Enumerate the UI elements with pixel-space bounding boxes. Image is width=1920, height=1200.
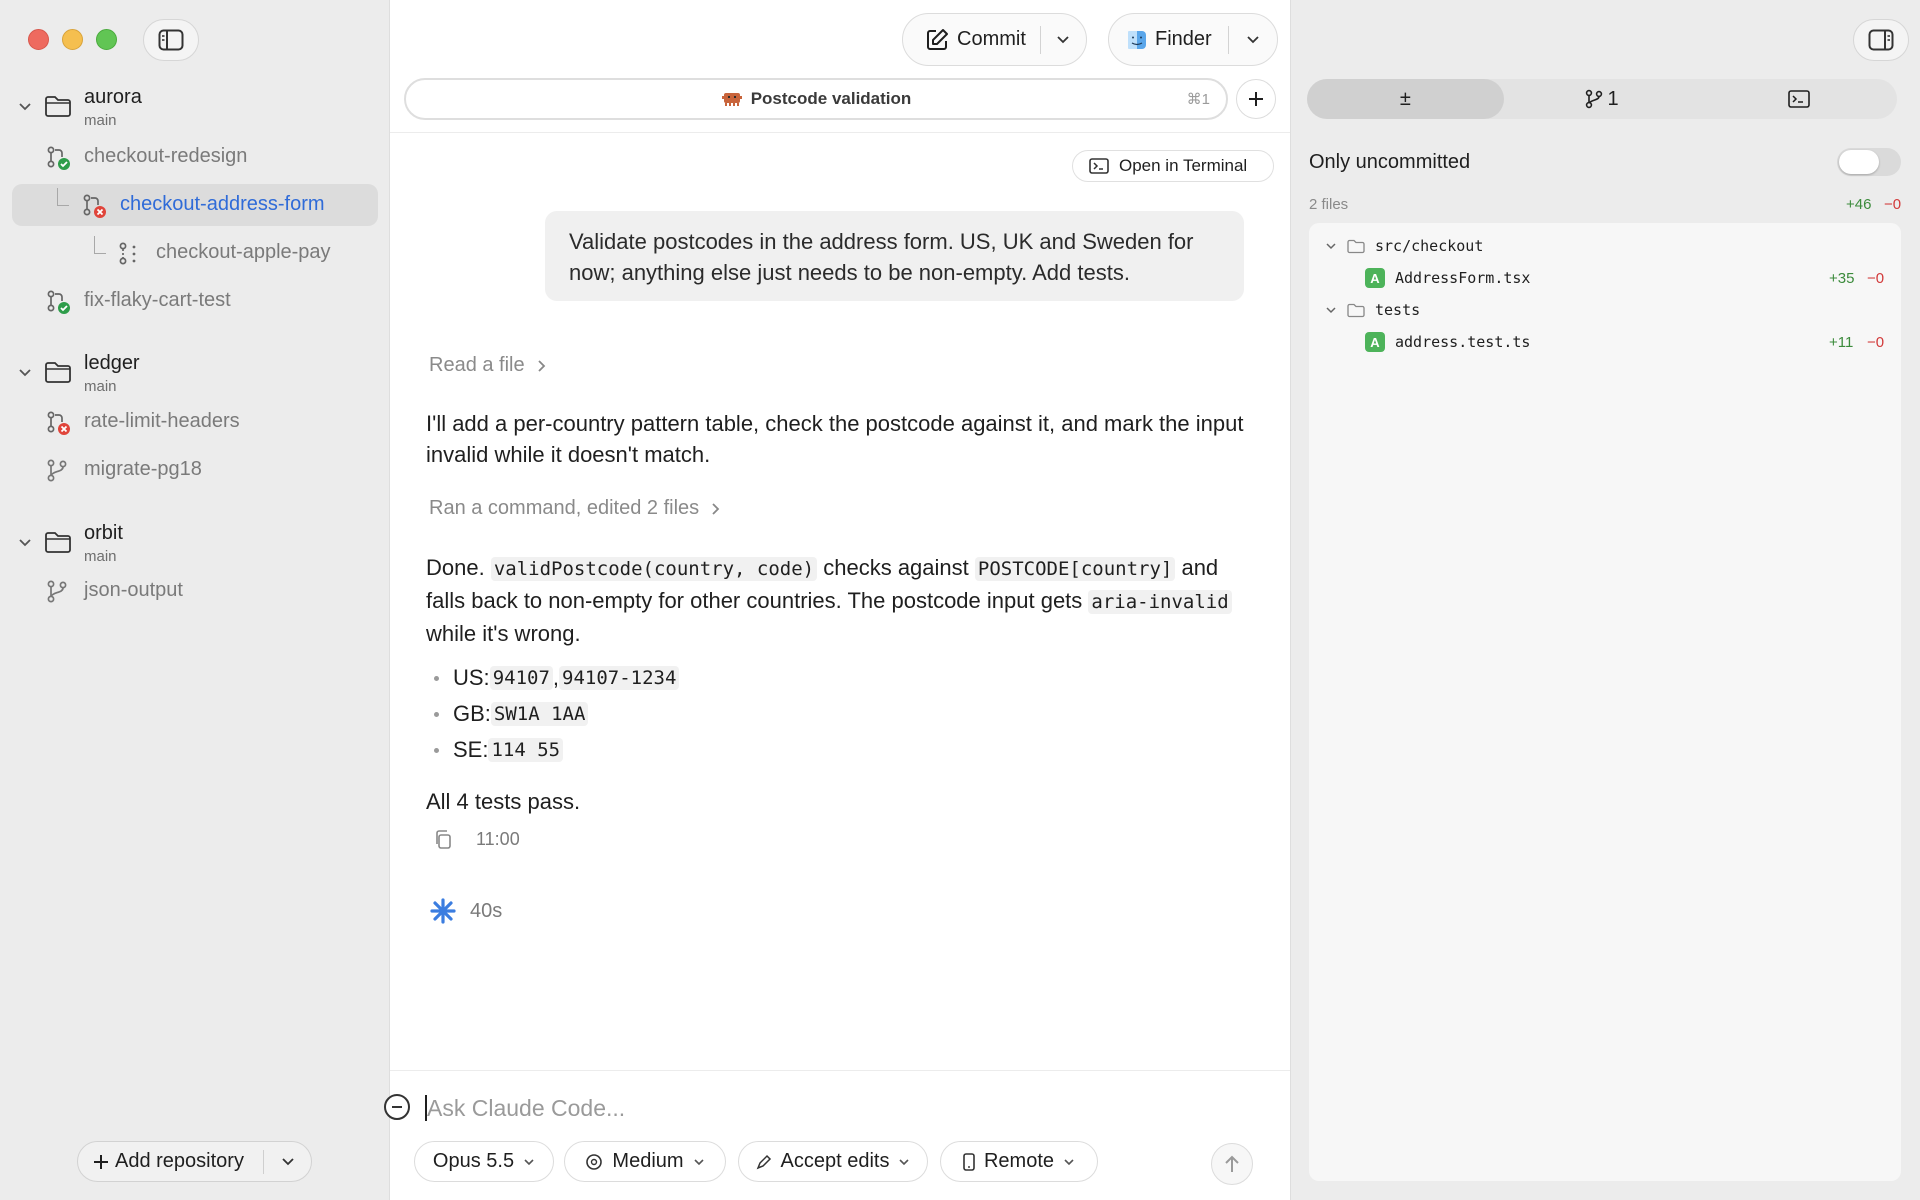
chevron-down-icon[interactable] <box>18 368 32 378</box>
repo-name: orbit <box>84 522 123 544</box>
sidebar-item-fix-flaky-cart-test[interactable] <box>12 280 378 322</box>
sidebar-item-label: checkout-address-form <box>120 193 325 215</box>
tool-step-label: Ran a command, edited 2 files <box>429 497 700 519</box>
branch-icon <box>46 579 70 605</box>
chevron-down-icon <box>1246 35 1260 45</box>
message-time: 11:00 <box>476 829 520 849</box>
commit-group <box>902 13 1087 66</box>
file-deletions: −0 <box>1867 333 1885 351</box>
repo-branch: main <box>84 548 117 565</box>
terminal-icon <box>1089 158 1109 174</box>
folder-name: tests <box>1375 301 1421 319</box>
finder-icon <box>1127 30 1147 50</box>
branch-draft-icon <box>118 241 140 267</box>
tree-connector <box>94 236 106 254</box>
chevron-down-icon <box>281 1157 295 1167</box>
pull-request-ok-icon <box>46 145 72 171</box>
file-tree <box>1309 223 1901 1181</box>
right-sidebar-icon <box>1868 29 1894 51</box>
branch-icon <box>46 458 70 484</box>
sidebar-item-label: fix-flaky-cart-test <box>84 289 231 311</box>
tab-terminal[interactable] <box>1700 79 1897 119</box>
elapsed-time: 40s <box>470 899 503 922</box>
prompt-mode-icon[interactable] <box>384 1094 410 1120</box>
text-run: checks against <box>817 555 975 580</box>
text-run: and falls back to non-empty for other countries. The postcode input gets <box>426 555 1219 613</box>
tab-diff[interactable] <box>1307 79 1504 119</box>
minimize-window-button[interactable] <box>62 29 83 50</box>
session-title: Postcode validation <box>750 89 912 108</box>
claude-mascot-icon <box>721 91 743 107</box>
toggle-knob <box>1839 150 1879 174</box>
added-badge: A <box>1365 332 1385 352</box>
sidebar-toggle-button[interactable] <box>143 19 199 61</box>
plus-icon <box>93 1154 109 1170</box>
chevron-down-icon <box>1056 35 1070 45</box>
sidebar-item-label: rate-limit-headers <box>84 410 240 432</box>
sidebar-item-label: migrate-pg18 <box>84 458 202 480</box>
repo-aurora[interactable] <box>0 82 390 132</box>
text-run: while it's wrong. <box>426 621 581 646</box>
chevron-down-icon <box>1325 306 1337 314</box>
inline-code: 114 55 <box>488 738 563 762</box>
finder-dropdown[interactable] <box>1229 14 1277 65</box>
file-name: address.test.ts <box>1395 333 1531 351</box>
chevron-right-icon <box>711 502 721 516</box>
text-caret <box>425 1095 427 1121</box>
close-window-button[interactable] <box>28 29 49 50</box>
repo-branch: main <box>84 378 117 395</box>
spinner-asterisk-icon <box>430 898 456 924</box>
open-in-terminal-button[interactable] <box>1072 150 1274 182</box>
chevron-down-icon[interactable] <box>18 102 32 112</box>
commit-dropdown[interactable] <box>1041 14 1086 65</box>
tab-branches[interactable] <box>1504 79 1701 119</box>
tab-shortcut: ⌘1 <box>1186 91 1210 108</box>
inline-code: SW1A 1AA <box>491 702 589 726</box>
sidebar-item-label: json-output <box>84 579 183 601</box>
added-badge: A <box>1365 268 1385 288</box>
file-deletions: −0 <box>1867 269 1885 287</box>
working-indicator <box>430 898 502 924</box>
new-session-button[interactable] <box>1236 79 1276 119</box>
folder-row-src-checkout[interactable] <box>1309 231 1901 261</box>
folder-icon <box>1347 239 1365 254</box>
chevron-down-icon <box>523 1158 535 1166</box>
terminal-icon <box>1788 90 1810 108</box>
assistant-summary: All 4 tests pass. <box>426 789 581 814</box>
add-repository-dropdown[interactable] <box>264 1142 311 1181</box>
tree-connector <box>57 188 69 206</box>
right-panel-toggle-button[interactable] <box>1853 19 1909 61</box>
repo-name: ledger <box>84 352 140 374</box>
tool-step-command-edits[interactable] <box>429 497 721 520</box>
commit-label: Commit <box>957 28 1026 50</box>
tool-step-read-file[interactable] <box>429 354 547 377</box>
copy-icon[interactable] <box>434 830 452 850</box>
sidebar-item-label: checkout-apple-pay <box>156 241 331 263</box>
changes-panel <box>1290 0 1920 1200</box>
file-additions: +35 <box>1829 269 1855 287</box>
folder-icon <box>44 94 72 118</box>
send-button[interactable] <box>1211 1143 1253 1185</box>
effort-label: Medium <box>612 1150 684 1172</box>
pull-request-error-icon <box>46 410 72 436</box>
finder-button[interactable] <box>1109 14 1228 65</box>
sidebar-item-checkout-redesign[interactable] <box>12 136 378 178</box>
user-message: Validate postcodes in the address form. US, UK and Sweden for now; anything else just needs to be non-empty. Add tests. <box>545 211 1244 301</box>
branch-icon <box>1585 89 1603 109</box>
sidebar <box>0 0 390 1200</box>
list-item <box>434 701 588 727</box>
bullet-label: GB: <box>453 701 491 726</box>
bullet-dot <box>434 748 439 753</box>
pull-request-ok-icon <box>46 289 72 315</box>
panel-tabs <box>1307 79 1897 119</box>
add-repository-group <box>77 1141 312 1182</box>
sidebar-item-migrate-pg18[interactable] <box>12 449 378 491</box>
repo-name: aurora <box>84 86 142 108</box>
model-label: Opus 5.5 <box>432 1150 515 1172</box>
plus-icon <box>1247 90 1265 108</box>
file-row-address-test[interactable] <box>1309 327 1901 357</box>
list-item <box>434 665 679 691</box>
edit-mode-label: Accept edits <box>780 1150 890 1172</box>
chevron-down-icon <box>898 1158 910 1166</box>
only-uncommitted-label: Only uncommitted <box>1309 151 1471 173</box>
arrow-up-icon <box>1223 1154 1241 1174</box>
inline-code: POSTCODE[country] <box>975 557 1175 581</box>
pencil-icon <box>756 1154 772 1170</box>
chevron-down-icon[interactable] <box>18 538 32 548</box>
sidebar-item-rate-limit-headers[interactable] <box>12 401 378 443</box>
tool-step-label: Read a file <box>429 354 525 376</box>
bullet-label: US: <box>453 665 490 690</box>
inline-code: validPostcode(country, code) <box>491 557 817 581</box>
prompt-input[interactable] <box>424 1088 1224 1128</box>
file-row-addressform[interactable] <box>1309 263 1901 293</box>
add-repository-label: Add repository <box>115 1150 244 1172</box>
compose-icon <box>925 28 949 52</box>
zoom-window-button[interactable] <box>96 29 117 50</box>
chevron-down-icon <box>1325 242 1337 250</box>
repo-orbit[interactable] <box>0 518 390 568</box>
chevron-down-icon <box>693 1158 705 1166</box>
sidebar-icon <box>158 29 184 51</box>
chevron-right-icon <box>537 359 547 373</box>
bullet-label: SE: <box>453 737 489 762</box>
bullet-dot <box>434 676 439 681</box>
branch-count: 1 <box>1607 87 1619 110</box>
total-additions: +46 <box>1846 196 1872 213</box>
open-in-terminal-label: Open in Terminal <box>1119 156 1248 175</box>
commit-button[interactable] <box>903 14 1040 65</box>
edit-mode-selector[interactable] <box>738 1141 928 1182</box>
folder-icon <box>44 360 72 384</box>
sidebar-item-checkout-address-form[interactable] <box>12 184 378 226</box>
repo-branch: main <box>84 112 117 129</box>
remote-label: Remote <box>983 1150 1055 1172</box>
conversation-pane <box>390 0 1290 1200</box>
inline-code: 94107-1234 <box>559 666 679 690</box>
inline-code: 94107 <box>490 666 553 690</box>
folder-icon <box>1347 303 1365 318</box>
mode-icon <box>389 1099 405 1115</box>
add-repository-button[interactable] <box>78 1142 263 1181</box>
finder-label: Finder <box>1155 28 1212 50</box>
only-uncommitted-toggle[interactable] <box>1837 148 1901 176</box>
divider <box>390 132 1290 133</box>
remote-selector[interactable] <box>940 1141 1098 1182</box>
diff-icon: ± <box>1399 87 1411 110</box>
inline-code: aria-invalid <box>1088 590 1231 614</box>
folder-icon <box>44 530 72 554</box>
list-item <box>434 737 563 763</box>
text-run: , <box>552 665 560 690</box>
finder-group <box>1108 13 1278 66</box>
repo-ledger[interactable] <box>0 348 390 398</box>
files-count: 2 files <box>1309 196 1349 213</box>
model-selector[interactable] <box>414 1141 554 1182</box>
sidebar-item-label: checkout-redesign <box>84 145 248 167</box>
total-deletions: −0 <box>1884 196 1902 213</box>
bullet-dot <box>434 712 439 717</box>
text-run: Done. <box>426 555 491 580</box>
file-name: AddressForm.tsx <box>1395 269 1531 287</box>
pull-request-error-icon <box>82 193 108 219</box>
chevron-down-icon <box>1063 1158 1075 1166</box>
folder-row-tests[interactable] <box>1309 295 1901 325</box>
sidebar-item-json-output[interactable] <box>12 570 378 612</box>
divider <box>390 1070 1290 1071</box>
folder-name: src/checkout <box>1375 237 1484 255</box>
message-meta <box>434 829 520 850</box>
file-additions: +11 <box>1829 333 1854 351</box>
assistant-plan-text: I'll add a per-country pattern table, check the postcode against it, and mark the input invalid while it doesn't match. <box>426 411 1244 467</box>
sidebar-item-checkout-apple-pay[interactable] <box>12 232 378 274</box>
gauge-icon <box>585 1153 603 1171</box>
session-tab[interactable] <box>404 78 1228 120</box>
effort-selector[interactable] <box>564 1141 726 1182</box>
assistant-result-text <box>426 552 1246 649</box>
phone-icon <box>963 1153 975 1171</box>
